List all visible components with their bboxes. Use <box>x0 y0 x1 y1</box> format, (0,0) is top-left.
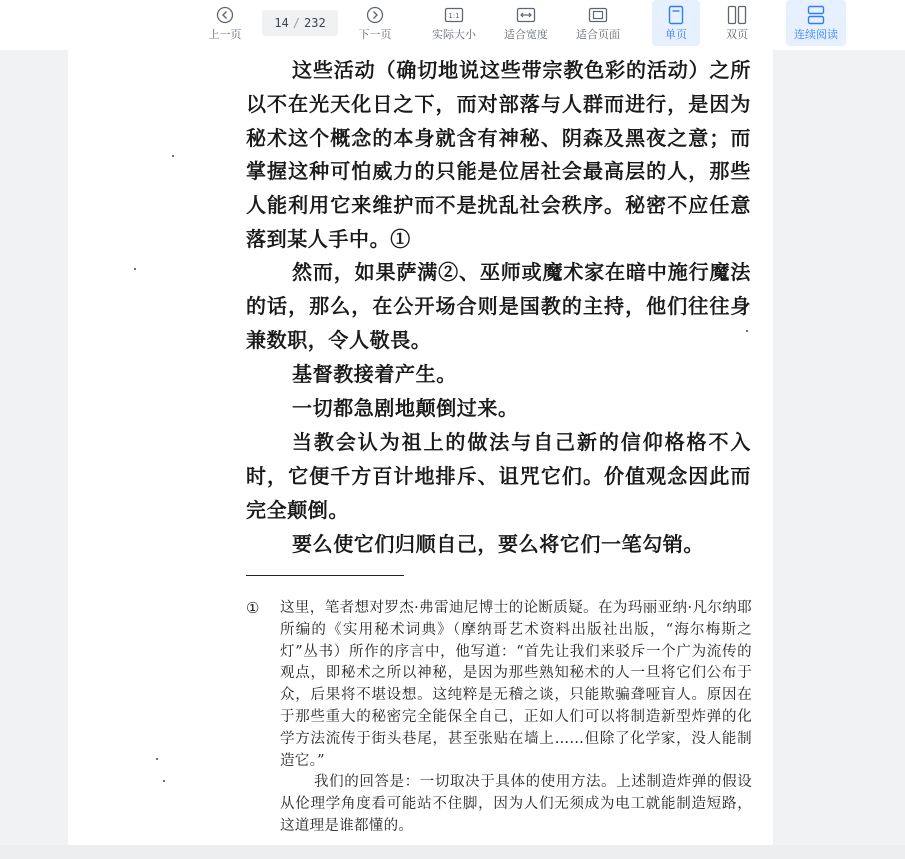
single-page-button[interactable] <box>656 4 696 44</box>
double-page-icon <box>727 5 747 25</box>
prev-page-button[interactable] <box>205 4 245 44</box>
continuous-reading-button[interactable] <box>790 4 842 44</box>
footnote <box>246 598 752 838</box>
scan-speck <box>156 758 158 760</box>
chevron-right-circle-icon <box>365 5 385 25</box>
actual-size-icon <box>444 5 464 25</box>
actual-size-label: 实际大小 <box>432 28 476 41</box>
toolbar <box>0 0 905 50</box>
paragraph-1: 这些活动（确切地说这些带宗教色彩的活动）之所以不在光天化日之下，而对部落与人群而进行，是因为秘术这个概念的本身就含有神秘、阴森及黑夜之意；而掌握这种可怕威力的只能是位居社会最高层的人，那些人能利用它来维护而不是扰乱社会秩序。秘密不应任意落到某人手中。① <box>246 58 751 251</box>
fit-page-button[interactable] <box>572 4 624 44</box>
footnote-marker: ① <box>246 599 260 617</box>
prev-page-label: 上一页 <box>208 28 242 41</box>
next-page-label: 下一页 <box>358 28 392 41</box>
bottom-scroll-area <box>0 845 905 859</box>
scan-speck <box>746 330 748 332</box>
continuous-scroll-icon <box>806 5 826 25</box>
chevron-left-circle-icon <box>215 5 235 25</box>
page-separator: / <box>292 16 300 30</box>
document-page <box>68 50 773 845</box>
total-pages: 232 <box>304 16 326 30</box>
single-page-icon <box>666 5 686 25</box>
paragraph-5: 当教会认为祖上的做法与自己新的信仰格格不入时，它便千方百计地排斥、诅咒它们。价值观念因此而完全颠倒。 <box>246 430 751 522</box>
svg-text:1:1: 1:1 <box>448 12 460 20</box>
paragraph-2: 然而，如果萨满②、巫师或魔术家在暗中施行魔法的话，那么，在公开场合则是国教的主持，他们往往身兼数职，令人敬畏。 <box>246 260 751 352</box>
single-page-label: 单页 <box>665 28 687 41</box>
continuous-reading-label: 连续阅读 <box>794 28 838 41</box>
fit-width-button[interactable] <box>500 4 552 44</box>
footnote-paragraph-2: 我们的回答是：一切取决于具体的使用方法。上述制造炸弹的假设从伦理学角度看可能站不住脚，因为人们无须成为电工就能制造短路，这道理是谁都懂的。 <box>280 774 752 834</box>
double-page-label: 双页 <box>726 28 748 41</box>
fit-width-icon <box>516 5 536 25</box>
actual-size-button[interactable] <box>428 4 480 44</box>
paragraph-6: 要么使它们归顺自己，要么将它们一笔勾销。 <box>292 532 704 556</box>
fit-page-icon <box>588 5 608 25</box>
next-page-button[interactable] <box>355 4 395 44</box>
fit-width-label: 适合宽度 <box>504 28 548 41</box>
double-page-button[interactable] <box>717 4 757 44</box>
paragraph-4: 一切都急剧地颠倒过来。 <box>292 396 519 420</box>
paragraph-3: 基督教接着产生。 <box>292 362 457 386</box>
footnote-divider <box>246 575 404 576</box>
scan-speck <box>163 780 165 782</box>
scan-speck <box>134 268 136 270</box>
page-number-input[interactable] <box>262 10 338 36</box>
fit-page-label: 适合页面 <box>576 28 620 41</box>
scan-speck <box>172 155 174 157</box>
current-page: 14 <box>274 16 289 30</box>
footnote-paragraph-1: 这里，笔者想对罗杰·弗雷迪尼博士的论断质疑。在为玛丽亚纳·凡尔纳耶所编的《实用秘术词典》（摩纳哥艺术资料出版社出版，“海尔梅斯之灯”丛书）所作的序言中，他写道：“首先让我们来驳斥一个广为流传的观点，即秘术之所以神秘，是因为那些熟知秘术的人一旦将它们公布于众，后果将不堪设想。这纯粹是无稽之谈，只能欺骗聋哑盲人。原因在于那些重大的秘密完全能保全自己，正如人们可以将制造新型炸弹的化学方法流传于街头巷尾，甚至张贴在墙上……但除了化学家，没人能制造它。” <box>280 600 752 769</box>
